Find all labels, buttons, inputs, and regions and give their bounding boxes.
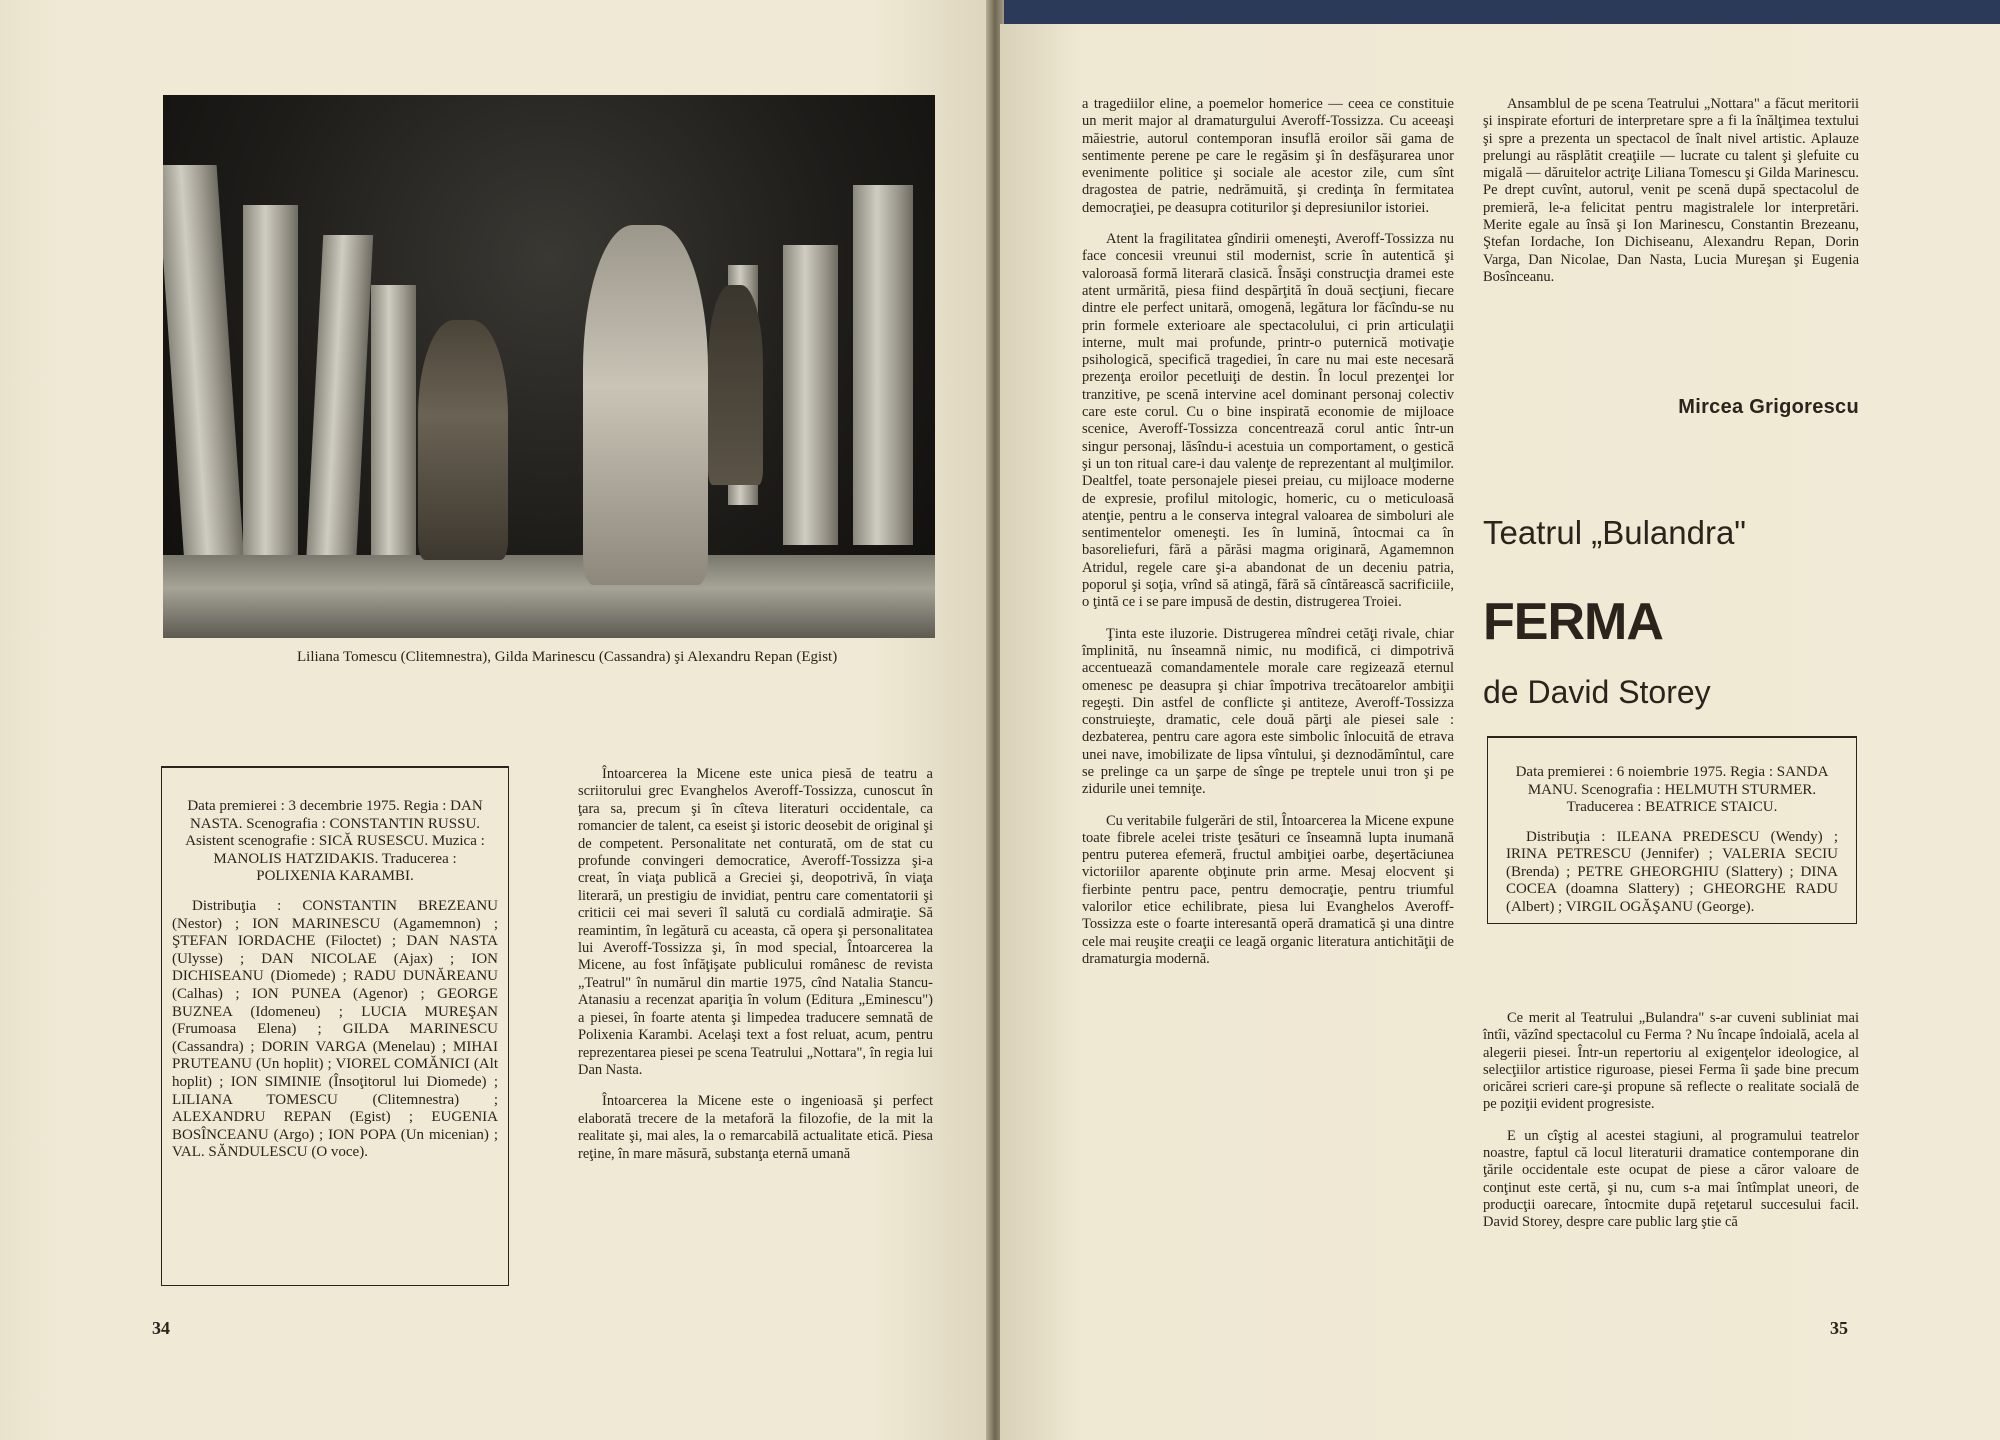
right-page <box>1000 24 2000 1440</box>
photo-caption: Liliana Tomescu (Clitemnestra), Gilda Marinescu (Cassandra) şi Alexandru Repan (Egist) <box>297 649 838 665</box>
article-paragraph: Ce merit al Teatrului „Bulandra" s-ar cuveni subliniat mai întîi, văzînd spectacolul cu Ferma ? Nu încape îndoială, acela al alegerii piesei. Într-un repertoriu al exigenţelor ideologice, al selecţiilor artistice riguroase, piesei Ferma îi şade bine precum oricărei scrieri care-şi propune să reflecte o realitate socială de pe poziţii evident progresiste. <box>1483 1010 1859 1113</box>
article-column <box>578 766 933 1177</box>
playwright: de David Storey <box>1483 674 1711 710</box>
article-column <box>1483 1010 1859 1246</box>
article-paragraph: Întoarcerea la Micene este unica piesă de teatru a scriitorului grec Evanghelos Averoff-Tossizza, cunoscut în ţara sa, precum şi în cîteva literaturi occidentale, ca romancier de talent, ca eseist şi istoric deosebit de original şi de competent. Personalitate net conturată, om de stat cu profunde convingeri democratice, Averoff-Tossizza şi-a creat, în viaţa publică a Greciei şi, deopotrivă, în viaţa literară, un prestigiu de invidiat, pentru care comentatorii şi criticii cei mai severi îl salută cu cordială admiraţie. Să reamintim, în legătură cu aceasta, că opera şi personalitatea lui Averoff-Tossizza şi, în mod special, Întoarcerea la Micene, au fost înfăţişate publicului românesc de revista „Teatrul" în numărul din martie 1975, cînd Natalia Stancu-Atanasiu a recenzat apariţia în volum (Editura „Eminescu") a piesei, în foarte atenta şi limpedea traducere semnată de Polixenia Karambi. Acelaşi text a fost reluat, acum, pentru reprezentarea piesei pe scena Teatrului „Nottara", în regia lui Dan Nasta. <box>578 766 933 1078</box>
premiere-credits: Data premierei : 3 decembrie 1975. Regia : DAN NASTA. Scenografia : CONSTANTIN RUSSU. Asistent scenografie : SICĂ RUSESCU. Muzica : MANOLIS HATZIDAKIS. Traducerea : POLIXENIA KARAMBI. <box>185 798 485 885</box>
article-paragraph: E un cîştig al acestei stagiuni, al programului teatrelor noastre, faptul că locul literaturii dramatice contemporane din ţările occidentale este ocupat de piese a căror valoare de conţinut este certă, şi nu, cum s-a mai întîmplat uneori, de producţii oarecare, întocmite după reţetarul succesului facil. David Storey, despre care public larg ştie că <box>1483 1127 1859 1231</box>
premiere-credits: Data premierei : 6 noiembrie 1975. Regia : SANDA MANU. Scenografia : HELMUTH STURMER. Traducerea : BEATRICE STAICU. <box>1515 764 1829 815</box>
review-author: Mircea Grigorescu <box>1678 396 1859 418</box>
actress-figure <box>583 225 708 585</box>
stone-pillar <box>783 245 838 545</box>
article-paragraph: Ţinta este iluzorie. Distrugerea mîndrei cetăţi rivale, chiar împlinită, nu înseamnă nimic, nu modifică, ci dimpotrivă accentuează comandamentele morale care regizează eternul omenesc pe deasupra şi chiar împotriva trecătoarelor ambiţii regeşti. Din astfel de conflicte şi antiteze, Averoff-Tossizza construieşte, dramatic, cele două părţi ale piesei sale : dezbaterea, pentru care agora este simbolic înlocuită de etrava unei nave, imobilizate de lipsa vîntului, şi deznodămîntul, care se prelinge ca un şarpe de sînge pe treptele unui tron şi pe zidurile unei temniţe. <box>1082 625 1454 798</box>
cast-list: Distribuţia : ILEANA PREDESCU (Wendy) ; IRINA PETRESCU (Jennifer) ; VALERIA SECIU (Brenda) ; PETRE GHEORGHIU (Slattery) ; DINA COCEA (doamna Slattery) ; GHEORGHE RADU (Albert) ; VIRGIL OGĂŞANU (George). <box>1506 828 1838 915</box>
cast-list: Distribuţia : CONSTANTIN BREZEANU (Nestor) ; ION MARINESCU (Agamemnon) ; ŞTEFAN IORDACHE (Filoctet) ; DAN NASTA (Ulysse) ; DAN NICOLAE (Ajax) ; ION DICHISEANU (Diomede) ; RADU DUNĂREANU (Calhas) ; ION PUNEA (Agenor) ; GEORGE BUZNEA (Idomeneu) ; LUCIA MUREŞAN (Frumoasa Elena) ; GILDA MARINESCU (Cassandra) ; DORIN VARGA (Menelau) ; MIHAI PRUTEANU (Un hoplit) ; VIOREL COMĂNICI (Alt hoplit) ; ION SIMINIE (Însoţitorul lui Diomede) ; LILIANA TOMESCU (Clitemnestra) ; ALEXANDRU REPAN (Egist) ; EUGENIA BOSÎNCEANU (Argo) ; ION POPA (Un micenian) ; VAL. SĂNDULESCU (O voce). <box>172 897 498 1161</box>
article-column <box>1082 96 1454 982</box>
credits-box <box>1487 736 1857 924</box>
stage-photo <box>163 95 935 638</box>
page-number: 34 <box>152 1318 170 1338</box>
stone-pillar <box>853 185 913 545</box>
page-number: 35 <box>1830 1318 1848 1338</box>
article-paragraph: Atent la fragilitatea gîndirii omeneşti, Averoff-Tossizza nu face concesii vreunui stil modernist, scrie în autentică şi valoroasă formă literară clasică. Însăşi construcţia dramei este atent urmărită, piesa fiind despărţită în două secţiuni, fiecare dintre ele perfect unitară, omogenă, legătura lor făcîndu-se nu prin formele exterioare ale spectacolului, ci prin articulaţii interne, mult mai profunde, printr-o puternică motivaţie psihologică, specifică tragediei, în care nu mai este necesară prezenţa eroilor pecetluiţi de destin. În locul prezenţei lor tranzitive, pe scenă intervine acel dominant personaj colectiv care este corul. Cu o bine inspirată economie de mijloace scenice, Averoff-Tossizza concentrează corul antic într-un singur personaj, lăsîndu-i acestuia un comportament, o gestică şi un ton ritual care-i dau valenţe de reprezentant al mulţimilor. Dealtfel, toate personajele piesei preiau, cu mijloace moderne de expresie, profilul mitologic, homeric, cu o meticuloasă atenţie, pentru a le conserva integral valoarea de simboluri ale sentimentelor omeneşti. Ies în lumină, întocmai ca în basoreliefuri, fără a părăsi magma originară, Agamemnon Atridul, regele care şi-a abandonat de un deceniu patria, poporul şi soţia, vrînd să atingă, fără să cîntărească sacrificiile, o ţintă ce i se pare impusă de destin, distrugerea Troiei. <box>1082 231 1454 611</box>
article-paragraph: Întoarcerea la Micene este o ingenioasă şi perfect elaborată trecere de la metaforă la filozofie, de la mit la realitate şi, mai ales, la o remarcabilă actualitate etică. Piesa reţine, în mare măsură, substanţa eternă umană <box>578 1093 933 1162</box>
left-page <box>0 0 990 1440</box>
actress-figure <box>418 320 508 560</box>
stage-steps <box>163 555 935 638</box>
book-cover-edge <box>1000 0 2000 24</box>
article-paragraph: Cu veritabile fulgerări de stil, Întoarcerea la Micene expune toate fibrele acelei triste ţesături ce înseamnă lupta inumană pentru puterea efemeră, fructul ambiţiei oarbe, deşertăciunea victoriilor aparente obţinute prin arme. Mesaj elocvent şi fierbinte pentru pace, pentru democraţie, pentru triumful valorilor etice echilibrate, piesa lui Evanghelos Averoff-Tossizza este o foarte interesantă operă dramatică şi una dintre cele mai reuşite creaţii ce leagă organic literatura antichităţii de dramaturgia modernă. <box>1082 812 1454 967</box>
play-title: FERMA <box>1483 593 1663 651</box>
theatre-name: Teatrul „Bulandra" <box>1483 514 1747 551</box>
article-paragraph: a tragediilor eline, a poemelor homerice — ceea ce constituie un merit major al dramaturgului Averoff-Tossizza. Cu aceeaşi măiestrie, autorul contemporan insuflă eroilor săi gama de sentimente perene pe care le regăsim şi în desfăşurarea unor evenimente politice şi sociale ale acestor zile, cum sînt dragostea de patrie, nedrămuită, şi credinţa în fermitatea democraţiei, pe deasupra cotiturilor şi depresiunilor istoriei. <box>1082 96 1454 216</box>
actor-figure <box>708 285 763 485</box>
review-conclusion <box>1483 96 1859 300</box>
credits-box <box>161 766 509 1286</box>
article-paragraph: Ansamblul de pe scena Teatrului „Nottara" a făcut meritorii şi inspirate eforturi de interpretare spre a fi la înălţimea textului şi spre a prezenta un spectacol de înalt nivel artistic. Aplauze prelungi au răsplătit creaţiile — lucrate cu talent şi şlefuite cu migală — dăruitelor actriţe Liliana Tomescu şi Gilda Marinescu. Pe drept cuvînt, autorul, venit pe scenă după spectacolul de premieră, le-a felicitat pentru magistralele lor interpretări. Merite egale au însă şi Ion Marinescu, Constantin Brezeanu, Ştefan Iordache, Ion Dichiseanu, Alexandru Repan, Dorin Varga, Dan Nicolae, Dan Nasta, Lucia Mureşan şi Eugenia Bosînceanu. <box>1483 96 1859 285</box>
